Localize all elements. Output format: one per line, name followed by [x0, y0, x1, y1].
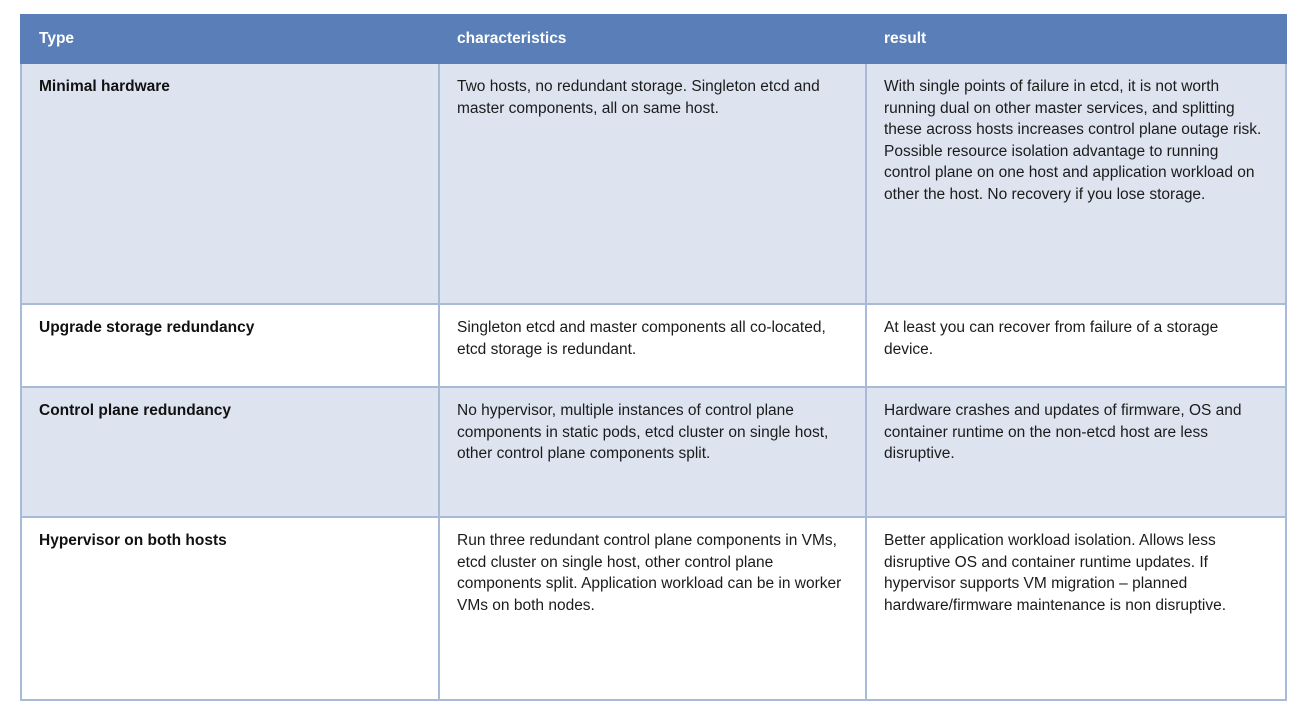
- cell-characteristics: No hypervisor, multiple instances of control plane components in static pods, etcd cluster on single host, other control plane components split.: [439, 387, 866, 517]
- column-header-result: result: [866, 15, 1286, 63]
- cell-type: Hypervisor on both hosts: [21, 517, 439, 700]
- cell-characteristics: Singleton etcd and master components all co-located, etcd storage is redundant.: [439, 304, 866, 387]
- column-header-type: Type: [21, 15, 439, 63]
- cell-characteristics: Run three redundant control plane components in VMs, etcd cluster on single host, other control plane components split. Application workload can be in worker VMs on both nodes.: [439, 517, 866, 700]
- table-row: [21, 517, 1286, 700]
- table-row: [21, 304, 1286, 387]
- table-header-row: [21, 15, 1286, 63]
- column-header-characteristics: characteristics: [439, 15, 866, 63]
- cluster-options-table: [20, 14, 1287, 701]
- cell-type: Upgrade storage redundancy: [21, 304, 439, 387]
- cell-characteristics: Two hosts, no redundant storage. Singleton etcd and master components, all on same host.: [439, 63, 866, 304]
- cell-type: Minimal hardware: [21, 63, 439, 304]
- table-row: [21, 63, 1286, 304]
- cell-result: At least you can recover from failure of a storage device.: [866, 304, 1286, 387]
- cell-result: Hardware crashes and updates of firmware, OS and container runtime on the non-etcd host are less disruptive.: [866, 387, 1286, 517]
- cell-result: Better application workload isolation. Allows less disruptive OS and container runtime updates. If hypervisor supports VM migration – planned hardware/firmware maintenance is non disruptive.: [866, 517, 1286, 700]
- table-row: [21, 387, 1286, 517]
- cell-type: Control plane redundancy: [21, 387, 439, 517]
- cell-result: With single points of failure in etcd, it is not worth running dual on other master services, and splitting these across hosts increases control plane outage risk. Possible resource isolation advantage to running control plane on one host and application workload on other the host. No recovery if you lose storage.: [866, 63, 1286, 304]
